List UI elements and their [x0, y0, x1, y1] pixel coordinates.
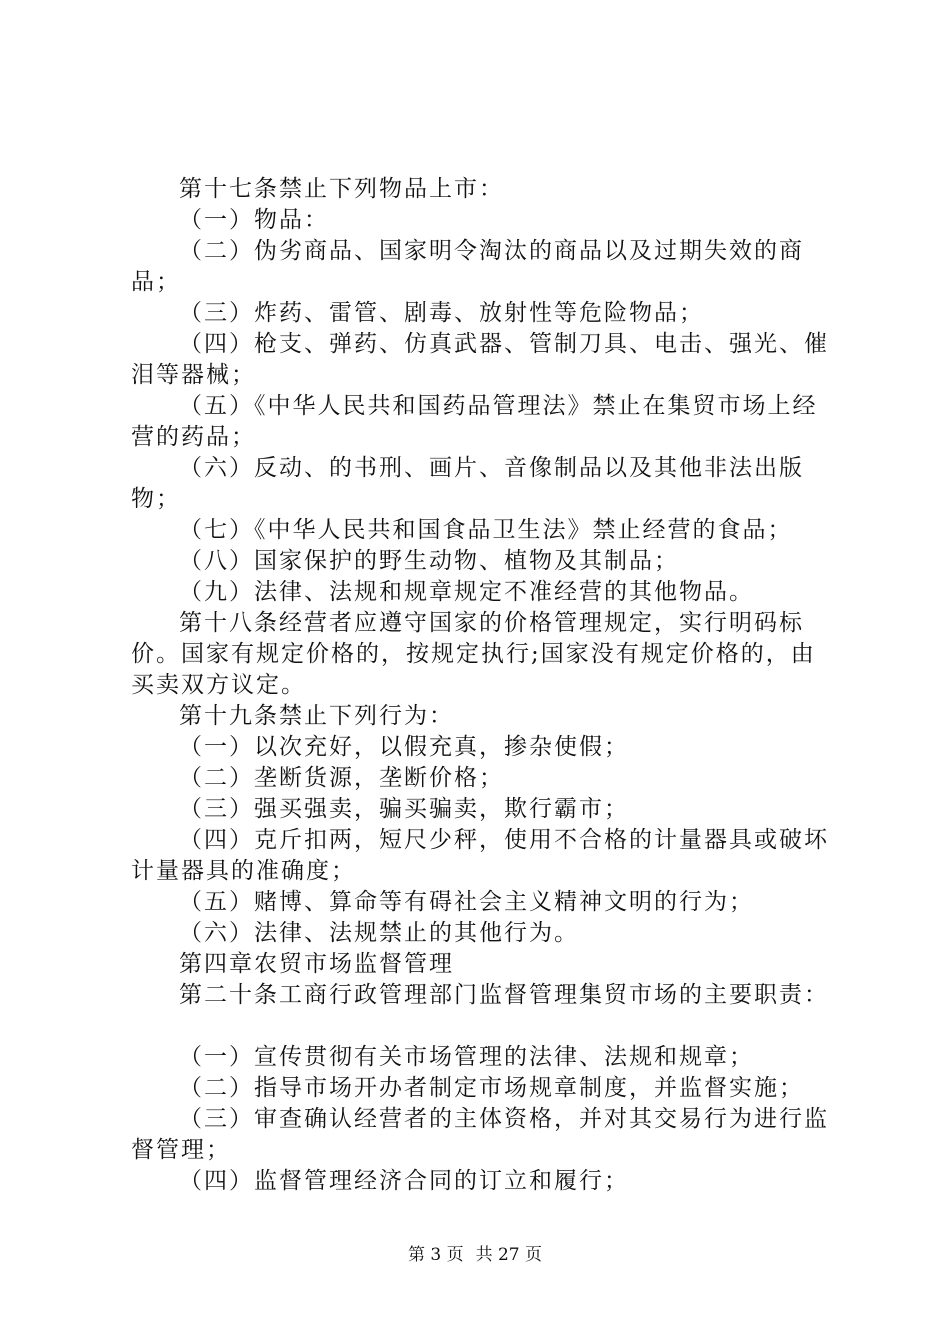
article-18: 第十八条经营者应遵守国家的价格管理规定，实行明码标价。国家有规定价格的，按规定执行;国家没有规定价格的，由买卖双方议定。 — [131, 610, 816, 698]
page-footer — [0, 1244, 950, 1266]
article-19-item-5: （五）赌博、算命等有碍社会主义精神文明的行为； — [179, 889, 754, 915]
article-20-item-1: （一）宣传贯彻有关市场管理的法律、法规和规章； — [179, 1044, 754, 1070]
blank-line — [131, 1011, 831, 1042]
article-20-item-2: （二）指导市场开办者制定市场规章制度，并监督实施； — [179, 1075, 804, 1101]
article-17-item-1: （一）物品： — [179, 207, 329, 233]
article-19-item-2: （二）垄断货源，垄断价格； — [179, 765, 504, 791]
article-17-heading: 第十七条禁止下列物品上市： — [179, 176, 504, 202]
article-19-item-3: （三）强买强卖，骗买骗卖，欺行霸市； — [179, 796, 629, 822]
article-17-item-6: （六）反动、的书刑、画片、音像制品以及其他非法出版物； — [131, 455, 804, 512]
article-19-item-4: （四）克斤扣两，短尺少秤，使用不合格的计量器具或破坏计量器具的准确度； — [131, 827, 829, 884]
article-17-item-7: （七）《中华人民共和国食品卫生法》禁止经营的食品； — [179, 517, 793, 543]
article-17-item-9: （九）法律、法规和规章规定不准经营的其他物品。 — [179, 579, 754, 605]
page-number: 第 3 页 — [407, 1245, 464, 1265]
article-20-heading: 第二十条工商行政管理部门监督管理集贸市场的主要职责： — [179, 982, 829, 1008]
article-17-item-2: （二）伪劣商品、国家明令淘汰的商品以及过期失效的商品； — [131, 238, 804, 295]
chapter-4-heading: 第四章农贸市场监督管理 — [179, 951, 454, 977]
article-17-item-5: （五）《中华人民共和国药品管理法》禁止在集贸市场上经营的药品； — [131, 393, 818, 450]
article-19-item-6: （六）法律、法规禁止的其他行为。 — [179, 920, 579, 946]
page-total: 共 27 页 — [475, 1245, 543, 1265]
document-body — [131, 174, 831, 1197]
article-20-item-4: （四）监督管理经济合同的订立和履行； — [179, 1168, 629, 1194]
article-19-item-1: （一）以次充好，以假充真，掺杂使假； — [179, 734, 629, 760]
article-17-item-8: （八）国家保护的野生动物、植物及其制品； — [179, 548, 679, 574]
article-19-heading: 第十九条禁止下列行为： — [179, 703, 454, 729]
article-20-item-3: （三）审查确认经营者的主体资格，并对其交易行为进行监督管理； — [131, 1106, 829, 1163]
article-17-item-3: （三）炸药、雷管、剧毒、放射性等危险物品； — [179, 300, 704, 326]
article-17-item-4: （四）枪支、弹药、仿真武器、管制刀具、电击、强光、催泪等器械； — [131, 331, 829, 388]
